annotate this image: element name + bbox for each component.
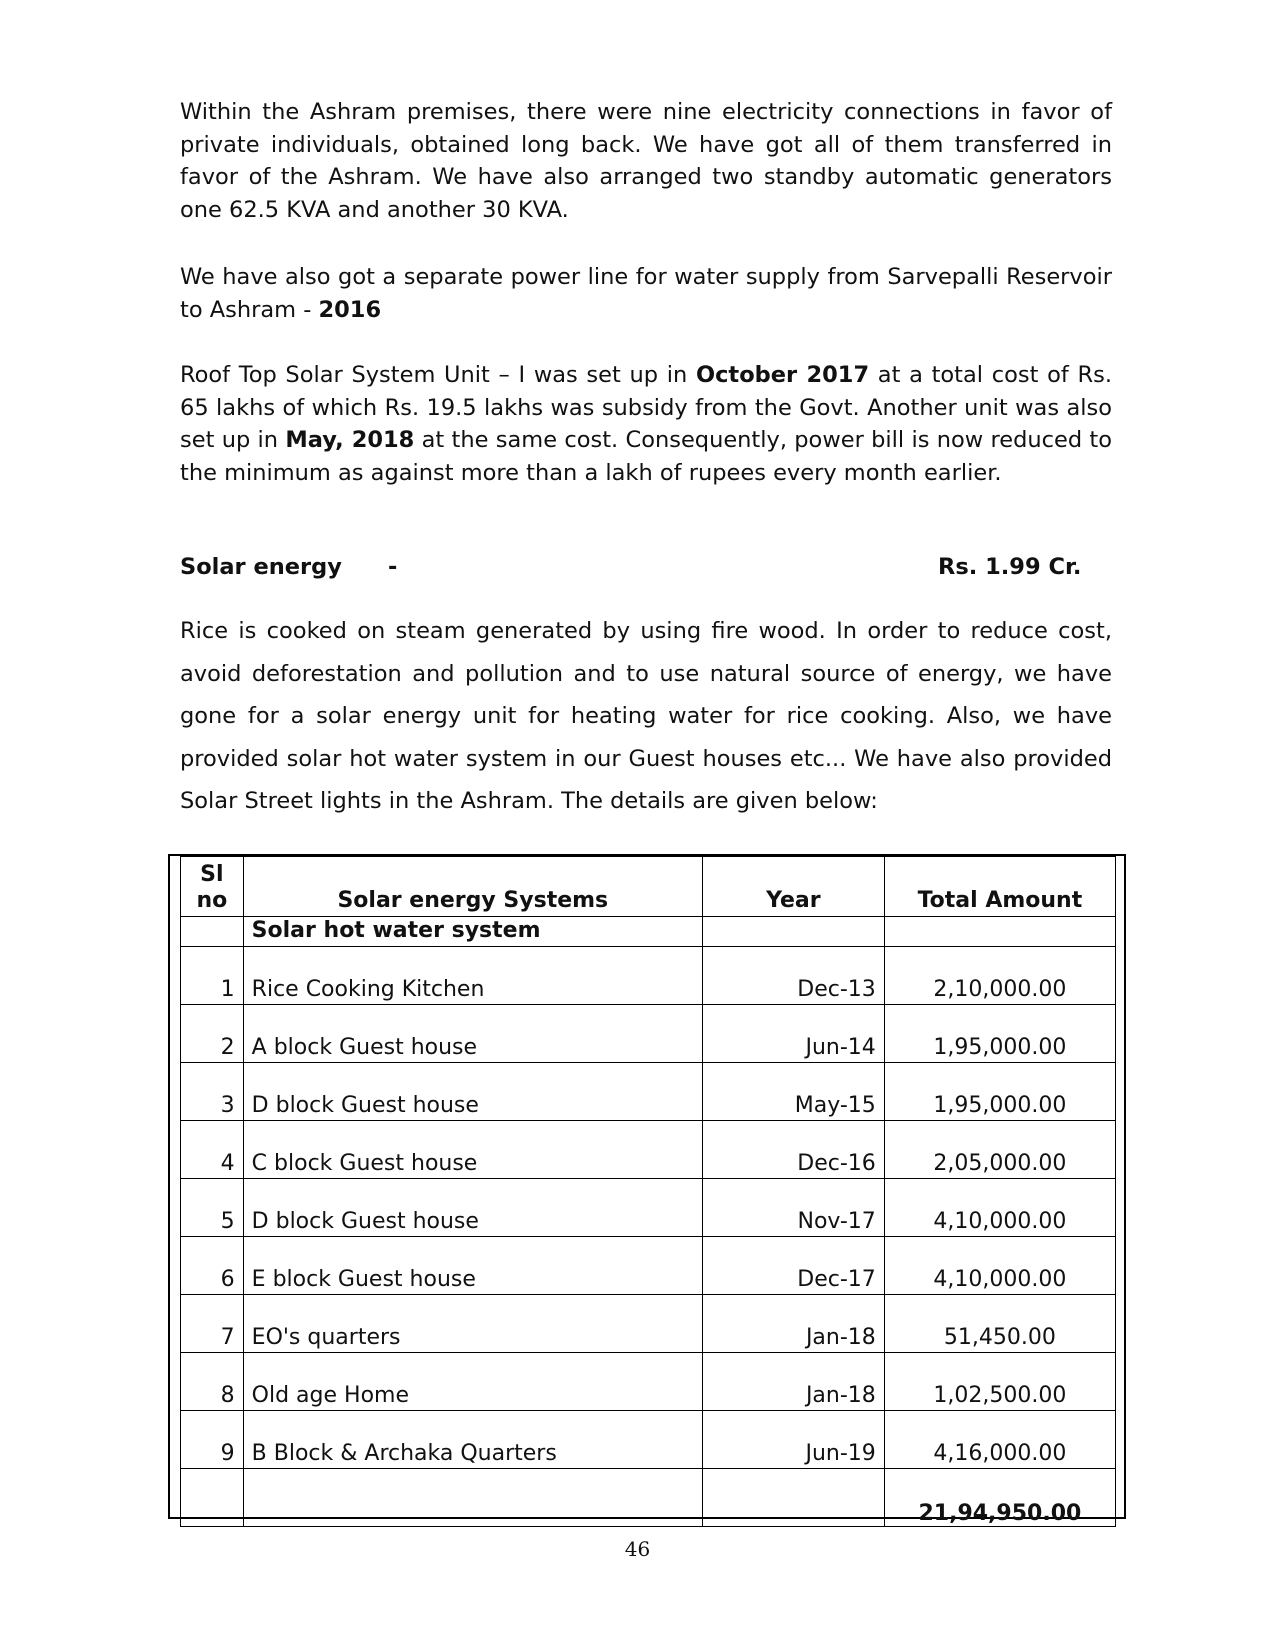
table-header-row xyxy=(181,857,1116,917)
table-row xyxy=(181,1063,1116,1121)
cell-year: Jun-14 xyxy=(702,1005,884,1063)
table-row xyxy=(181,1121,1116,1179)
cell-sl: 9 xyxy=(181,1411,244,1469)
section-heading-dash: - xyxy=(388,554,398,580)
cell-system: B Block & Archaka Quarters xyxy=(243,1411,702,1469)
table-row xyxy=(181,1005,1116,1063)
cell-sl: 5 xyxy=(181,1179,244,1237)
cell-system: EO's quarters xyxy=(243,1295,702,1353)
cell-amount: 1,02,500.00 xyxy=(884,1353,1115,1411)
cell-year: Dec-13 xyxy=(702,947,884,1005)
section-heading-label: Solar energy xyxy=(180,554,342,580)
table-cell xyxy=(243,1469,702,1527)
table-cell xyxy=(181,917,244,947)
paragraph-text: We have also got a separate power line for water supply from Sarvepalli Reservoir to Ashram - xyxy=(180,264,1112,323)
cell-system: Rice Cooking Kitchen xyxy=(243,947,702,1005)
header-sl-no: Sl no xyxy=(181,857,244,917)
cell-sl: 8 xyxy=(181,1353,244,1411)
cell-sl: 7 xyxy=(181,1295,244,1353)
cell-system: Old age Home xyxy=(243,1353,702,1411)
paragraph-solar-energy-details xyxy=(180,610,1112,823)
header-system: Solar energy Systems xyxy=(243,857,702,917)
header-year: Year xyxy=(702,857,884,917)
table-cell xyxy=(702,917,884,947)
cell-amount: 4,16,000.00 xyxy=(884,1411,1115,1469)
cell-sl: 6 xyxy=(181,1237,244,1295)
paragraph-power-line xyxy=(180,261,1112,326)
solar-systems-table-frame xyxy=(168,854,1126,1526)
table-row xyxy=(181,947,1116,1005)
cell-year: Jun-19 xyxy=(702,1411,884,1469)
table-row xyxy=(181,1237,1116,1295)
cell-year: May-15 xyxy=(702,1063,884,1121)
paragraph-text: Within the Ashram premises, there were nine electricity connections in favor of private individuals, obtained long back. We have got all of them transferred in favor of the Ashram. We have also arranged two standby automatic generators one 62.5 KVA and another 30 KVA. xyxy=(180,99,1112,223)
cell-amount: 1,95,000.00 xyxy=(884,1063,1115,1121)
cell-system: E block Guest house xyxy=(243,1237,702,1295)
cell-year: Jan-18 xyxy=(702,1353,884,1411)
cell-sl: 1 xyxy=(181,947,244,1005)
table-cell xyxy=(181,1469,244,1527)
paragraph-text: at a total cost of Rs. 65 lakhs of which Rs. 19.5 lakhs was subsidy from the Govt. Another unit was also set up in xyxy=(180,362,1112,453)
cell-sl: 3 xyxy=(181,1063,244,1121)
cell-amount: 51,450.00 xyxy=(884,1295,1115,1353)
cell-amount: 4,10,000.00 xyxy=(884,1237,1115,1295)
cell-year: Dec-17 xyxy=(702,1237,884,1295)
table-row xyxy=(181,1411,1116,1469)
cell-year: Dec-16 xyxy=(702,1121,884,1179)
table-total-row xyxy=(181,1469,1116,1527)
cell-amount: 2,05,000.00 xyxy=(884,1121,1115,1179)
cell-year: Jan-18 xyxy=(702,1295,884,1353)
cell-system: C block Guest house xyxy=(243,1121,702,1179)
cell-system: A block Guest house xyxy=(243,1005,702,1063)
paragraph-text: Rice is cooked on steam generated by using fire wood. In order to reduce cost, avoid deforestation and pollution and to use natural source of energy, we have gone for a solar energy unit for heating water for rice cooking. Also, we have provided solar hot water system in our Guest houses etc... We have also provided Solar Street lights in the Ashram. The details are given below: xyxy=(180,618,1112,814)
paragraph-roof-top-solar xyxy=(180,359,1112,489)
table-row xyxy=(181,1353,1116,1411)
year-bold: 2016 xyxy=(318,296,382,323)
paragraph-text: at the same cost. Consequently, power bill is now reduced to the minimum as against more than a lakh of rupees every month earlier. xyxy=(180,427,1112,486)
cell-amount: 2,10,000.00 xyxy=(884,947,1115,1005)
cell-amount: 4,10,000.00 xyxy=(884,1179,1115,1237)
table-row xyxy=(181,1179,1116,1237)
section-heading-solar-energy xyxy=(180,554,1120,586)
date-bold: May, 2018 xyxy=(285,427,415,453)
cell-year: Nov-17 xyxy=(702,1179,884,1237)
cell-total-amount: 21,94,950.00 xyxy=(884,1469,1115,1527)
page-number: 46 xyxy=(624,1537,651,1561)
table-cell xyxy=(702,1469,884,1527)
date-bold: October 2017 xyxy=(695,362,870,388)
table-row xyxy=(181,1295,1116,1353)
solar-systems-table xyxy=(180,856,1116,1527)
cell-sl: 2 xyxy=(181,1005,244,1063)
header-total-amount: Total Amount xyxy=(884,857,1115,917)
cell-system: D block Guest house xyxy=(243,1063,702,1121)
table-subheading-row xyxy=(181,917,1116,947)
cell-system: D block Guest house xyxy=(243,1179,702,1237)
paragraph-electricity-connections xyxy=(180,96,1112,226)
section-heading-amount: Rs. 1.99 Cr. xyxy=(938,554,1082,580)
cell-sl: 4 xyxy=(181,1121,244,1179)
table-cell xyxy=(884,917,1115,947)
table-subheading: Solar hot water system xyxy=(243,917,702,947)
cell-amount: 1,95,000.00 xyxy=(884,1005,1115,1063)
paragraph-text: Roof Top Solar System Unit – I was set up in xyxy=(180,362,696,388)
